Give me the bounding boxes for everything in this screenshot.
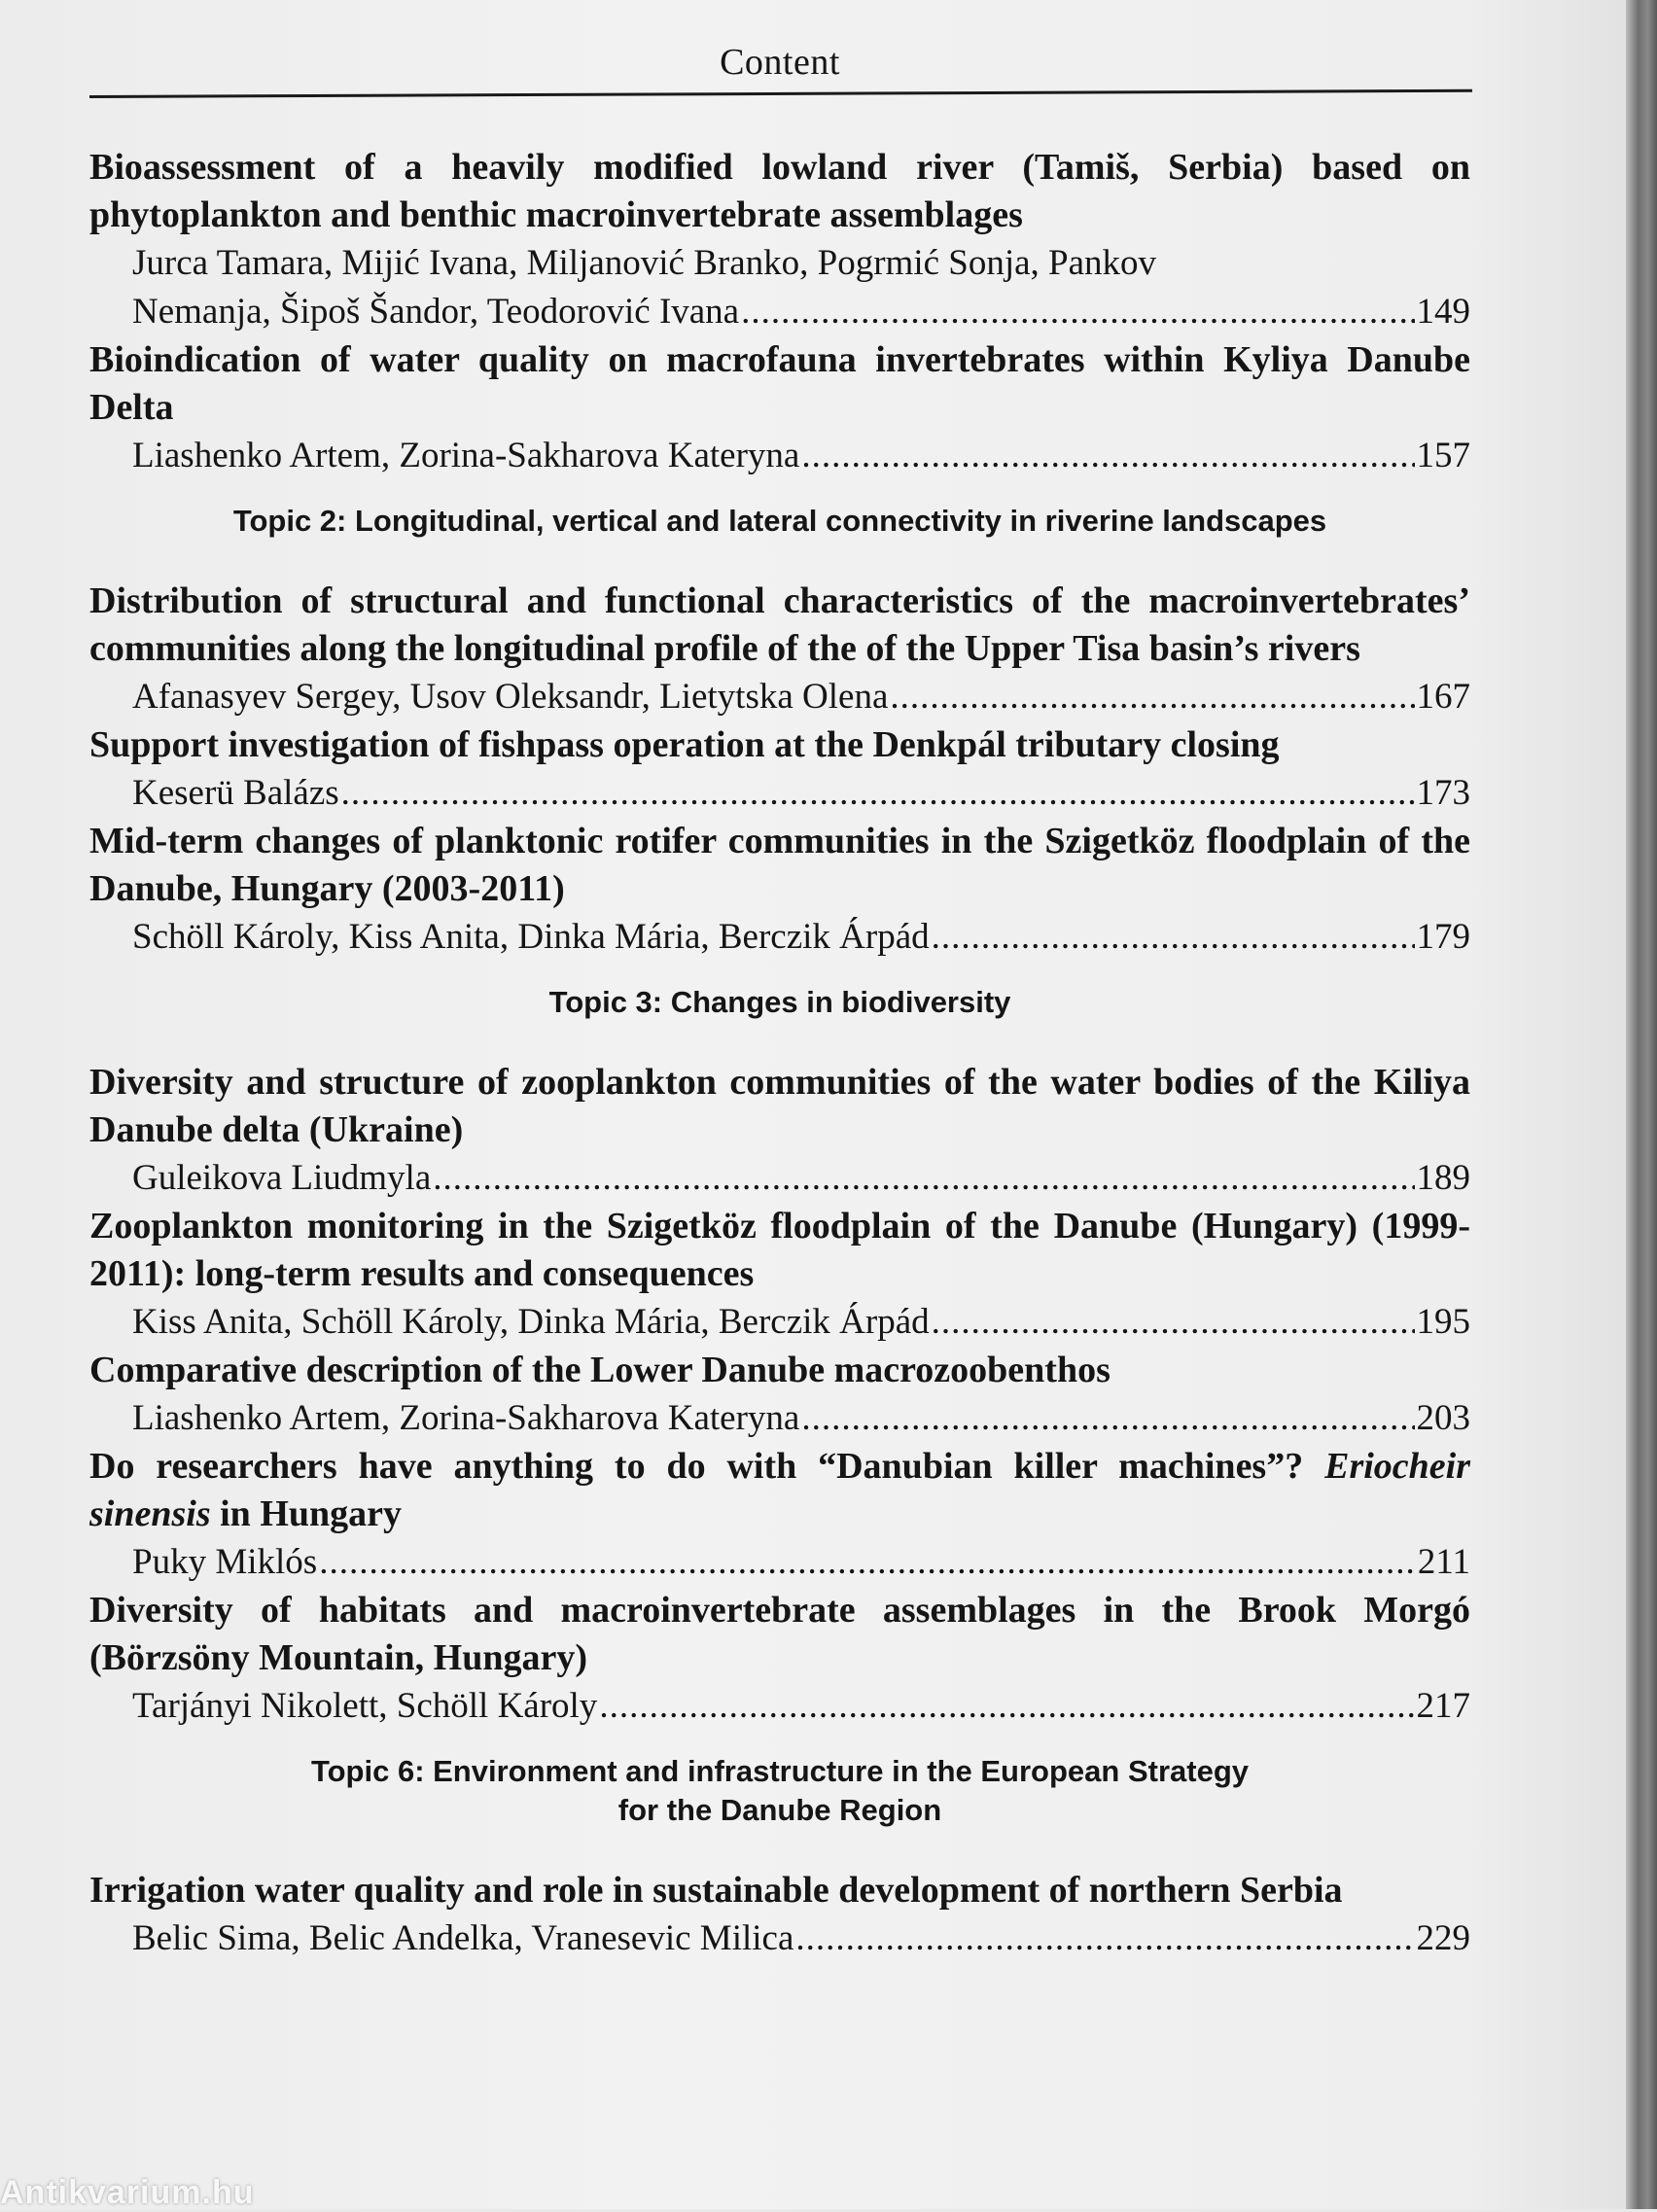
toc-entry[interactable] bbox=[89, 721, 1470, 818]
dot-leader bbox=[801, 432, 1414, 480]
toc-entry[interactable] bbox=[89, 818, 1470, 962]
entry-page-number: 203 bbox=[1416, 1398, 1470, 1438]
entry-authors: Schöll Károly, Kiss Anita, Dinka Mária, Berczik Árpád bbox=[132, 917, 930, 957]
entry-authors: Liashenko Artem, Zorina-Sakharova Kateryna bbox=[132, 1398, 800, 1438]
entry-authors-line: Jurca Tamara, Mijić Ivana, Miljanović Branko, Pogrmić Sonja, Pankov bbox=[132, 243, 1157, 283]
topic-heading-line: Topic 6: Environment and infrastructure in the European Strategy bbox=[310, 1754, 1249, 1788]
entry-title: Diversity of habitats and macroinvertebrate assemblages in the Brook Morgó (Börzsöny Mountain, Hungary) bbox=[89, 1590, 1470, 1678]
entry-authors: Guleikova Liudmyla bbox=[132, 1158, 432, 1198]
toc-entry[interactable] bbox=[89, 1443, 1470, 1587]
toc-entry[interactable] bbox=[89, 144, 1470, 336]
dot-leader bbox=[932, 1298, 1415, 1347]
entry-authors bbox=[89, 239, 1470, 336]
entry-page-number: 149 bbox=[1416, 292, 1470, 332]
entry-title-species: Eriocheir sinensis bbox=[89, 1446, 1471, 1534]
dot-leader bbox=[741, 288, 1414, 336]
entry-title: Bioassessment of a heavily modified lowland river (Tamiš, Serbia) based on phytoplankton and benthic macroinvertebrate assemblages bbox=[89, 147, 1470, 235]
table-of-contents bbox=[89, 144, 1470, 1963]
entry-page-number: 179 bbox=[1416, 917, 1470, 957]
entry-title: Zooplankton monitoring in the Szigetköz floodplain of the Danube (Hungary) (1999-2011): long-term results and consequences bbox=[89, 1206, 1470, 1294]
dot-leader bbox=[599, 1682, 1414, 1731]
topic-heading-line: for the Danube Region bbox=[617, 1793, 942, 1827]
watermark: Antikvarium.hu bbox=[0, 2174, 255, 2211]
entry-authors: Afanasyev Sergey, Usov Oleksandr, Lietytska Olena bbox=[132, 677, 889, 717]
entry-authors: Puky Miklós bbox=[132, 1542, 318, 1582]
entry-title: Irrigation water quality and role in sustainable development of northern Serbia bbox=[89, 1870, 1343, 1911]
entry-title-part: in Hungary bbox=[210, 1493, 403, 1534]
entry-page-number: 229 bbox=[1416, 1918, 1470, 1958]
toc-entry[interactable] bbox=[89, 1867, 1470, 1963]
toc-entry[interactable] bbox=[89, 1347, 1470, 1443]
entry-page-number: 167 bbox=[1416, 677, 1470, 717]
toc-entry[interactable] bbox=[89, 1059, 1470, 1203]
dot-leader bbox=[801, 1394, 1414, 1443]
dot-leader bbox=[795, 1914, 1414, 1963]
dot-leader bbox=[319, 1538, 1416, 1587]
entry-authors: Tarjányi Nikolett, Schöll Károly bbox=[132, 1686, 598, 1726]
topic-heading bbox=[89, 1731, 1470, 1867]
toc-entry[interactable] bbox=[89, 1203, 1470, 1347]
page-edge bbox=[1626, 0, 1657, 2209]
toc-entry[interactable] bbox=[89, 578, 1470, 721]
running-header: Content bbox=[720, 42, 840, 83]
entry-title: Support investigation of fishpass operation at the Denkpál tributary closing bbox=[89, 724, 1280, 765]
entry-page-number: 195 bbox=[1416, 1302, 1470, 1342]
entry-authors: Keserü Balázs bbox=[132, 773, 339, 813]
dot-leader bbox=[341, 769, 1415, 818]
entry-page-number: 211 bbox=[1417, 1542, 1470, 1582]
entry-authors-line: Nemanja, Šipoš Šandor, Teodorović Ivana bbox=[132, 292, 740, 332]
topic-heading: Topic 2: Longitudinal, vertical and lateral connectivity in riverine landscapes bbox=[232, 504, 1327, 538]
dot-leader bbox=[932, 913, 1415, 962]
entry-title: Diversity and structure of zooplankton communities of the water bodies of the Kiliya Danube delta (Ukraine) bbox=[89, 1062, 1470, 1150]
topic-heading: Topic 3: Changes in biodiversity bbox=[548, 985, 1011, 1019]
entry-title: Bioindication of water quality on macrofauna invertebrates within Kyliya Danube Delta bbox=[89, 339, 1470, 428]
entry-page-number: 189 bbox=[1416, 1158, 1470, 1198]
entry-title: Mid-term changes of planktonic rotifer communities in the Szigetköz floodplain of the Danube, Hungary (2003-2011) bbox=[89, 821, 1470, 909]
entry-page-number: 173 bbox=[1416, 773, 1470, 813]
header-rule bbox=[89, 89, 1472, 98]
entry-title: Distribution of structural and functional characteristics of the macroinvertebrates’ communities along the longitudinal profile of the of the Upper Tisa basin’s rivers bbox=[89, 580, 1470, 669]
entry-title bbox=[89, 1443, 1470, 1538]
entry-authors: Belic Sima, Belic Andelka, Vranesevic Milica bbox=[132, 1918, 794, 1958]
dot-leader bbox=[433, 1154, 1414, 1203]
entry-authors: Liashenko Artem, Zorina-Sakharova Kateryna bbox=[132, 436, 800, 475]
toc-entry[interactable] bbox=[89, 336, 1470, 480]
dot-leader bbox=[890, 673, 1414, 721]
entry-title-part: Do researchers have anything to do with “Danubian killer machines”? bbox=[89, 1446, 1304, 1487]
entry-page-number: 217 bbox=[1416, 1686, 1470, 1726]
toc-entry[interactable] bbox=[89, 1587, 1470, 1731]
entry-page-number: 157 bbox=[1416, 436, 1470, 475]
entry-title: Comparative description of the Lower Danube macrozoobenthos bbox=[89, 1350, 1111, 1390]
entry-authors: Kiss Anita, Schöll Károly, Dinka Mária, Berczik Árpád bbox=[132, 1302, 930, 1342]
